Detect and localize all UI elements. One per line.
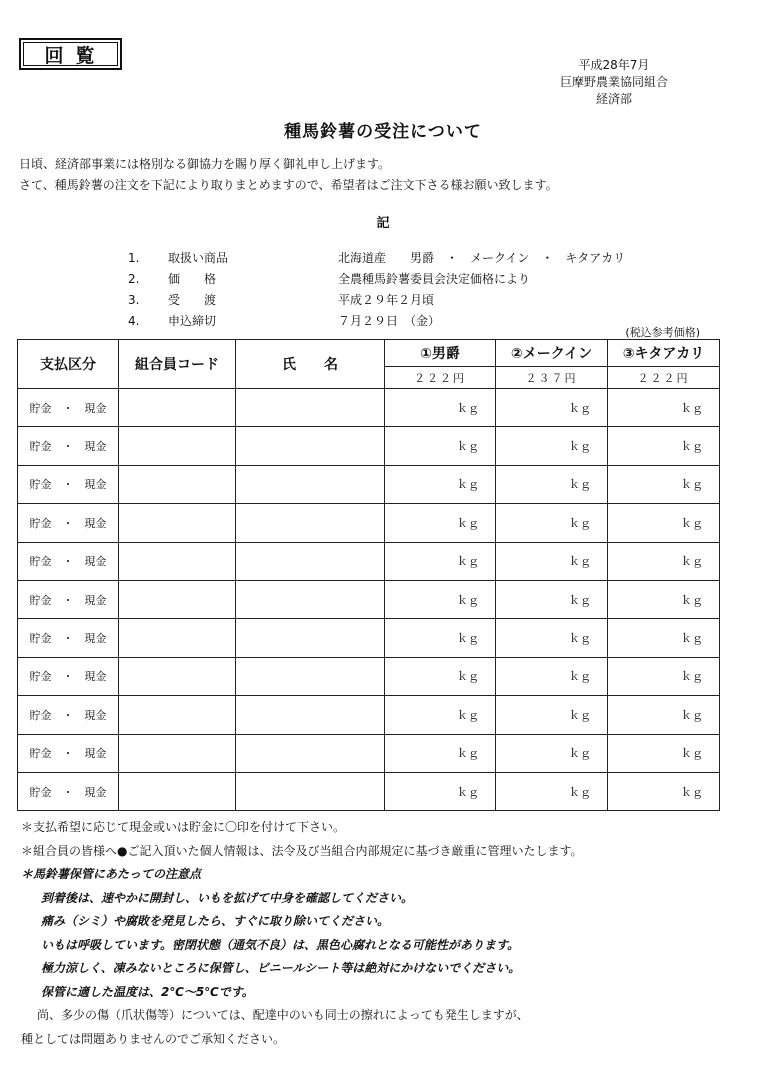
detail-label: 受 渡 bbox=[168, 293, 217, 307]
header-payment: 支払区分 bbox=[18, 340, 119, 389]
storage-note: 極力涼しく、凍みないところに保管し、ビニールシート等は絶対にかけないでください。 bbox=[41, 961, 521, 975]
tax-note: (税込参考価格) bbox=[625, 326, 700, 339]
qty-danshaku-cell[interactable]: ｋｇ bbox=[385, 427, 496, 465]
qty-mayqueen-cell[interactable]: ｋｇ bbox=[496, 772, 608, 810]
payment-choice[interactable]: 貯金 ・ 現金 bbox=[18, 427, 119, 465]
name-cell[interactable] bbox=[236, 772, 385, 810]
qty-kitaakari-cell[interactable]: ｋｇ bbox=[608, 389, 720, 427]
payment-choice[interactable]: 貯金 ・ 現金 bbox=[18, 619, 119, 657]
detail-number: 4. bbox=[128, 313, 140, 328]
detail-number: 3. bbox=[128, 292, 140, 307]
order-row bbox=[18, 619, 720, 657]
qty-kitaakari-cell[interactable]: ｋｇ bbox=[608, 619, 720, 657]
qty-danshaku-cell[interactable]: ｋｇ bbox=[385, 542, 496, 580]
order-row bbox=[18, 657, 720, 695]
ki-heading: 記 bbox=[376, 216, 390, 231]
detail-row bbox=[128, 310, 625, 331]
detail-value: 平成２９年２月頃 bbox=[338, 293, 435, 307]
qty-kitaakari-cell[interactable]: ｋｇ bbox=[608, 772, 720, 810]
issuer-dept: 経済部 bbox=[595, 92, 632, 106]
circulation-stamp: 回覧 bbox=[19, 38, 122, 70]
member-code-cell[interactable] bbox=[119, 657, 236, 695]
document-title: 種馬鈴薯の受注について bbox=[284, 122, 482, 142]
header-member-code: 組合員コード bbox=[119, 340, 236, 389]
qty-mayqueen-cell[interactable]: ｋｇ bbox=[496, 504, 608, 542]
qty-mayqueen-cell[interactable]: ｋｇ bbox=[496, 542, 608, 580]
order-row bbox=[18, 542, 720, 580]
detail-value: 全農種馬鈴薯委員会決定価格により bbox=[338, 272, 531, 286]
qty-danshaku-cell[interactable]: ｋｇ bbox=[385, 580, 496, 618]
qty-mayqueen-cell[interactable]: ｋｇ bbox=[496, 619, 608, 657]
qty-kitaakari-cell[interactable]: ｋｇ bbox=[608, 465, 720, 503]
qty-kitaakari-cell[interactable]: ｋｇ bbox=[608, 657, 720, 695]
payment-choice[interactable]: 貯金 ・ 現金 bbox=[18, 580, 119, 618]
member-code-cell[interactable] bbox=[119, 542, 236, 580]
name-cell[interactable] bbox=[236, 696, 385, 734]
payment-choice[interactable]: 貯金 ・ 現金 bbox=[18, 734, 119, 772]
member-code-cell[interactable] bbox=[119, 734, 236, 772]
detail-row bbox=[128, 268, 625, 289]
order-rows bbox=[18, 389, 720, 811]
issue-date: 平成28年7月 bbox=[578, 58, 650, 72]
storage-notes-title: ＊馬鈴薯保管にあたっての注意点 bbox=[21, 867, 202, 881]
intro-line: さて、種馬鈴薯の注文を下記により取りまとめますので、希望者はご注文下さる様お願い致します。 bbox=[19, 178, 558, 192]
storage-note: 保管に適した温度は、2℃～5℃です。 bbox=[41, 984, 254, 999]
name-cell[interactable] bbox=[236, 504, 385, 542]
qty-mayqueen-cell[interactable]: ｋｇ bbox=[496, 427, 608, 465]
notes-section bbox=[21, 816, 751, 1051]
qty-mayqueen-cell[interactable]: ｋｇ bbox=[496, 657, 608, 695]
closing-note: 尚、多少の傷（爪状傷等）については、配達中のいも同士の擦れによっても発生しますが、 bbox=[37, 1008, 529, 1022]
qty-danshaku-cell[interactable]: ｋｇ bbox=[385, 504, 496, 542]
detail-value: 北海道産 男爵 ・ メークイン ・ キタアカリ bbox=[338, 251, 626, 265]
note-payment: ＊支払希望に応じて現金或いは貯金に〇印を付けて下さい。 bbox=[21, 820, 346, 834]
qty-kitaakari-cell[interactable]: ｋｇ bbox=[608, 542, 720, 580]
qty-kitaakari-cell[interactable]: ｋｇ bbox=[608, 696, 720, 734]
order-row bbox=[18, 580, 720, 618]
intro-text bbox=[19, 154, 558, 196]
qty-danshaku-cell[interactable]: ｋｇ bbox=[385, 389, 496, 427]
member-code-cell[interactable] bbox=[119, 465, 236, 503]
qty-mayqueen-cell[interactable]: ｋｇ bbox=[496, 465, 608, 503]
qty-kitaakari-cell[interactable]: ｋｇ bbox=[608, 504, 720, 542]
qty-danshaku-cell[interactable]: ｋｇ bbox=[385, 734, 496, 772]
intro-line: 日頃、経済部事業には格別なる御協力を賜り厚く御礼申し上げます。 bbox=[19, 157, 391, 171]
qty-kitaakari-cell[interactable]: ｋｇ bbox=[608, 427, 720, 465]
header-product-kitaakari: ③キタアカリ bbox=[608, 340, 720, 367]
detail-label: 申込締切 bbox=[168, 314, 217, 328]
payment-choice[interactable]: 貯金 ・ 現金 bbox=[18, 772, 119, 810]
issuer-org: 巨摩野農業協同組合 bbox=[559, 75, 668, 89]
detail-label: 取扱い商品 bbox=[168, 251, 229, 265]
note-privacy: ＊組合員の皆様へ●ご記入頂いた個人情報は、法令及び当組合内部規定に基づき厳重に管理いたします。 bbox=[21, 843, 583, 858]
qty-danshaku-cell[interactable]: ｋｇ bbox=[385, 657, 496, 695]
name-cell[interactable] bbox=[236, 619, 385, 657]
member-code-cell[interactable] bbox=[119, 504, 236, 542]
detail-number: 2. bbox=[128, 271, 140, 286]
qty-mayqueen-cell[interactable]: ｋｇ bbox=[496, 580, 608, 618]
detail-label: 価 格 bbox=[168, 272, 217, 286]
order-row bbox=[18, 427, 720, 465]
qty-danshaku-cell[interactable]: ｋｇ bbox=[385, 619, 496, 657]
order-row bbox=[18, 772, 720, 810]
price-kitaakari: ２２２円 bbox=[608, 367, 720, 389]
name-cell[interactable] bbox=[236, 657, 385, 695]
order-table bbox=[17, 339, 720, 811]
order-row bbox=[18, 389, 720, 427]
issuer-block bbox=[560, 57, 668, 108]
member-code-cell[interactable] bbox=[119, 619, 236, 657]
name-cell[interactable] bbox=[236, 465, 385, 503]
price-mayqueen: ２３７円 bbox=[496, 367, 608, 389]
payment-choice[interactable]: 貯金 ・ 現金 bbox=[18, 465, 119, 503]
header-product-mayqueen: ②メークイン bbox=[496, 340, 608, 367]
closing-note: 種としては問題ありませんのでご承知ください。 bbox=[21, 1031, 286, 1046]
header-name: 氏 名 bbox=[236, 340, 385, 389]
price-danshaku: ２２２円 bbox=[385, 367, 496, 389]
storage-note: いもは呼吸しています。密閉状態（通気不良）は、黒色心腐れとなる可能性があります。 bbox=[41, 937, 520, 952]
member-code-cell[interactable] bbox=[119, 696, 236, 734]
qty-danshaku-cell[interactable]: ｋｇ bbox=[385, 772, 496, 810]
detail-value: ７月２９日 （金） bbox=[338, 314, 441, 328]
payment-choice[interactable]: 貯金 ・ 現金 bbox=[18, 504, 119, 542]
qty-mayqueen-cell[interactable]: ｋｇ bbox=[496, 734, 608, 772]
storage-note: 到着後は、速やかに開封し、いもを拡げて中身を確認してください。 bbox=[41, 890, 414, 905]
detail-row bbox=[128, 289, 625, 310]
order-row bbox=[18, 696, 720, 734]
member-code-cell[interactable] bbox=[119, 772, 236, 810]
member-code-cell[interactable] bbox=[119, 389, 236, 427]
order-row bbox=[18, 465, 720, 503]
member-code-cell[interactable] bbox=[119, 580, 236, 618]
payment-choice[interactable]: 貯金 ・ 現金 bbox=[18, 696, 119, 734]
qty-kitaakari-cell[interactable]: ｋｇ bbox=[608, 734, 720, 772]
qty-danshaku-cell[interactable]: ｋｇ bbox=[385, 465, 496, 503]
header-product-danshaku: ①男爵 bbox=[385, 340, 496, 367]
name-cell[interactable] bbox=[236, 542, 385, 580]
storage-note: 痛み（シミ）や腐敗を発見したら、すぐに取り除いてください。 bbox=[41, 914, 390, 928]
detail-row bbox=[128, 247, 625, 268]
qty-danshaku-cell[interactable]: ｋｇ bbox=[385, 696, 496, 734]
qty-mayqueen-cell[interactable]: ｋｇ bbox=[496, 696, 608, 734]
header-row bbox=[18, 340, 720, 367]
qty-mayqueen-cell[interactable]: ｋｇ bbox=[496, 389, 608, 427]
payment-choice[interactable]: 貯金 ・ 現金 bbox=[18, 657, 119, 695]
name-cell[interactable] bbox=[236, 427, 385, 465]
member-code-cell[interactable] bbox=[119, 427, 236, 465]
details-list bbox=[128, 247, 625, 331]
payment-choice[interactable]: 貯金 ・ 現金 bbox=[18, 542, 119, 580]
name-cell[interactable] bbox=[236, 389, 385, 427]
qty-kitaakari-cell[interactable]: ｋｇ bbox=[608, 580, 720, 618]
payment-choice[interactable]: 貯金 ・ 現金 bbox=[18, 389, 119, 427]
order-row bbox=[18, 504, 720, 542]
order-row bbox=[18, 734, 720, 772]
name-cell[interactable] bbox=[236, 734, 385, 772]
detail-number: 1. bbox=[128, 250, 140, 265]
name-cell[interactable] bbox=[236, 580, 385, 618]
